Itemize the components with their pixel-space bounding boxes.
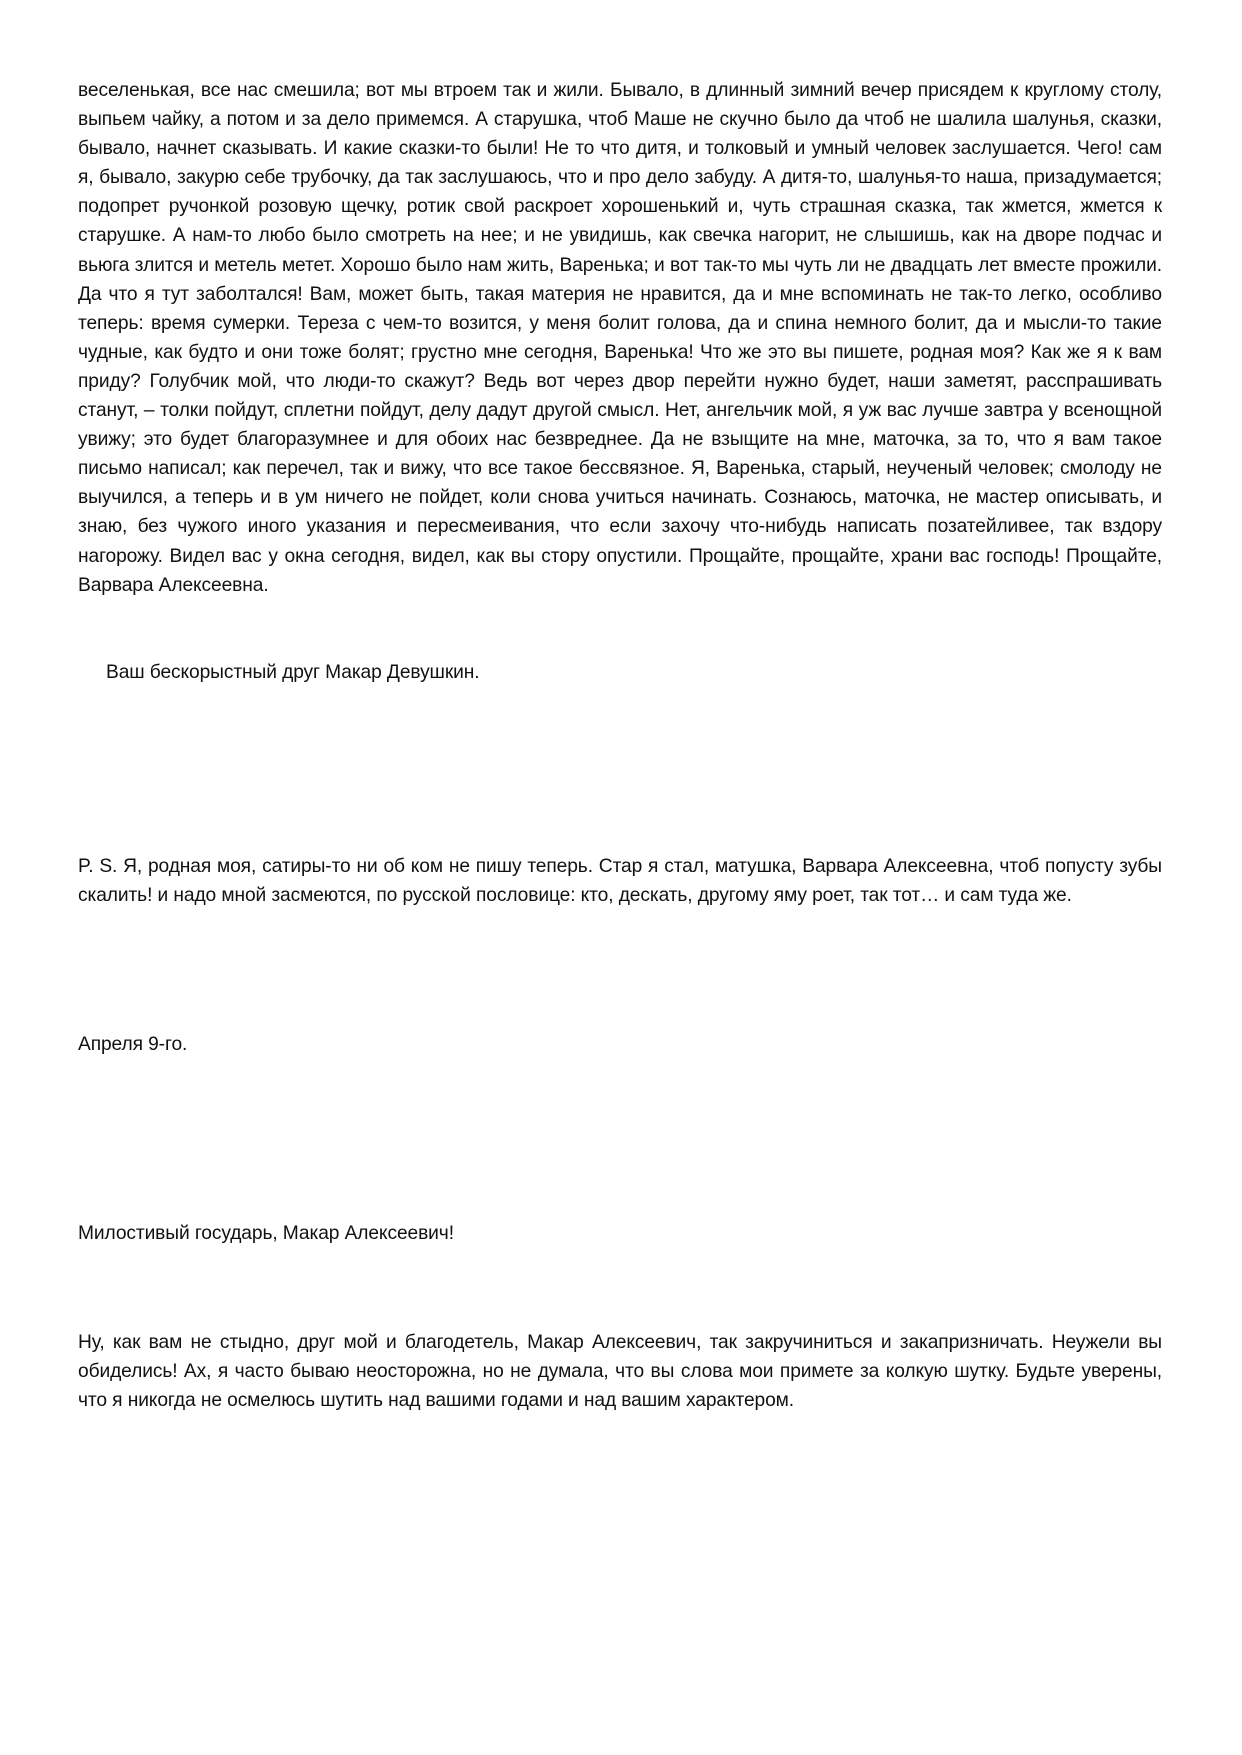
paragraph-main: веселенькая, все нас смешила; вот мы втроем так и жили. Бывало, в длинный зимний вечер присядем к круглому столу, выпьем чайку, а потом и за дело примемся. А старушка, чтоб Маше не скучно было да чтоб не шалила шалунья, сказки, бывало, начнет сказывать. И какие сказки-то были! Не то что дитя, и толковый и умный человек заслушается. Чего! сам я, бывало, закурю себе трубочку, да так заслушаюсь, что и про дело забуду. А дитя-то, шалунья-то наша, призадумается; подопрет ручонкой розовую щечку, ротик свой раскроет хорошенький и, чуть страшная сказка, так жмется, жмется к старушке. А нам-то любо было смотреть на нее; и не увидишь, как свечка нагорит, не слышишь, как на дворе подчас и вьюга злится и метель метет. Хорошо было нам жить, Варенька; и вот так-то мы чуть ли не двадцать лет вместе прожили. Да что я тут заболтался! Вам, может быть, такая материя не нравится, да и мне вспоминать не так-то легко, особливо теперь: время сумерки. Тереза с чем-то возится, у меня болит голова, да и спина немного болит, да и мысли-то такие чудные, как будто и они тоже болят; грустно мне сегодня, Варенька! Что же это вы пишете, родная моя? Как же я к вам приду? Голубчик мой, что люди-то скажут? Ведь вот через двор перейти нужно будет, наши заметят, расспрашивать станут, – толки пойдут, сплетни пойдут, делу дадут другой смысл. Нет, ангельчик мой, я уж вас лучше завтра у всенощной увижу; это будет благоразумнее и для обоих нас безвреднее. Да не взыщите на мне, маточка, за то, что я вам такое письмо написал; как перечел, так и вижу, что все такое бессвязное. Я, Варенька, старый, неученый человек; смолоду не выучился, а теперь и в ум ничего не пойдет, коли снова учиться начинать. Сознаюсь, маточка, не мастер описывать, и знаю, без чужого иного указания и пересмеивания, что если захочу что-нибудь написать позатейливее, так вздору нагорожу. Видел вас у окна сегодня, видел, как вы стору опустили. Прощайте, прощайте, храни вас господь! Прощайте, Варвара Алексеевна.	[78, 80, 1162, 596]
letter-date: Апреля 9-го.	[78, 1033, 188, 1055]
salutation: Милостивый государь, Макар Алексеевич!	[78, 1223, 454, 1245]
postscript: P. S. Я, родная моя, сатиры-то ни об ком не пишу теперь. Стар я стал, матушка, Варвара Алексеевна, чтоб попусту зубы скалить! и надо мной засмеются, по русской пословице: кто, дескать, другому яму роет, так тот… и сам туда же.	[78, 855, 1162, 906]
paragraph-letter-body: Ну, как вам не стыдно, друг мой и благодетель, Макар Алексеевич, так закручиниться и закапризничать. Неужели вы обиделись! Ах, я часто бываю неосторожна, но не думала, что вы слова мои примете за колкую шутку. Будьте уверены, что я никогда не осмелюсь шутить над вашими годами и над вашим характером.	[78, 1332, 1162, 1412]
document-page	[78, 76, 1162, 1415]
signature: Ваш бескорыстный друг Макар Девушкин.	[106, 661, 480, 683]
